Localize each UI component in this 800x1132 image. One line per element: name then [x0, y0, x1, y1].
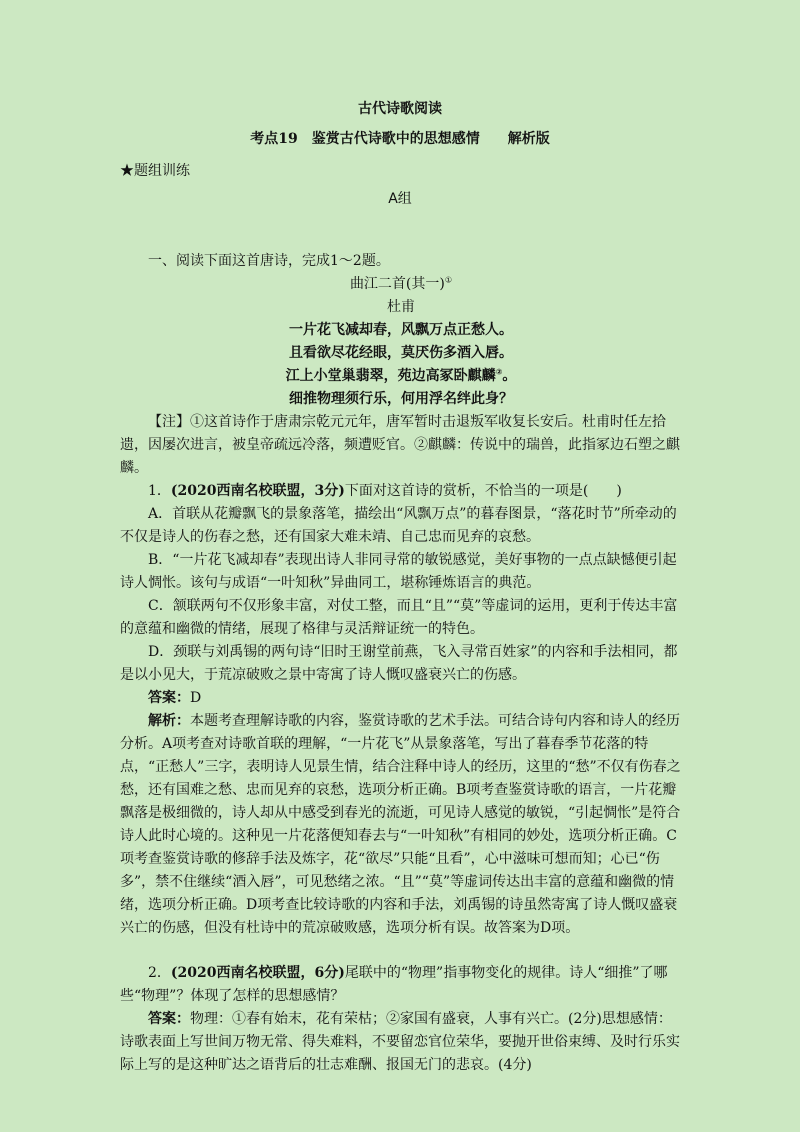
option-b: B．“一片花飞减却春”表现出诗人非同寻常的敏锐感觉，美好事物的一点点缺憾便引起诗人惆怅。该句与成语“一叶知秋”异曲同工，堪称锤炼语言的典范。	[120, 552, 677, 591]
question-2-answer: 答案：物理：①春有始末，花有荣枯；②家国有盛衰，人事有兴亡。(2分)思想感情：诗歌表面上写世间万物无常、得失难料，不要留恋官位荣华，要抛开世俗束缚、及时行乐实际上写的是这种旷达之语背后的壮志难酬、报国无门的悲哀。(4分)	[120, 1011, 680, 1073]
question-1-analysis: 解析：本题考查理解诗歌的内容，鉴赏诗歌的艺术手法。可结合诗句内容和诗人的经历分析。A项考查对诗歌首联的理解，“一片花飞”从景象落笔，写出了暮春季节花落的特点，“正愁人”三字，表明诗人见景生情，结合注释中诗人的经历，这里的“愁”不仅有伤春之愁，还有国难之愁、忠而见弃的哀愁，选项分析正确。B项考查鉴赏诗歌的语言，一片花瓣飘落是极细微的，诗人却从中感受到春光的流逝，可见诗人感觉的敏锐，“引起惆怅”是符合诗人此时心境的。这种见一片花落便知春去与“一叶知秋”有相同的妙处，选项分析正确。C项考查鉴赏诗歌的修辞手法及炼字，花“欲尽”只能“且看”，心中滋味可想而知；心已“伤多”，禁不住继续“酒入唇”，可见愁绪之浓。“且”“莫”等虚词传达出丰富的意蕴和幽微的情绪，选项分析正确。D项考查比较诗歌的内容和手法，刘禹锡的诗虽然寄寓了诗人慨叹盛衰兴亡的伤感，但没有杜诗中的荒凉破败感，选项分析有误。故答案为D项。	[120, 713, 681, 936]
question-1-answer: 答案：D	[148, 690, 202, 706]
poem-title-note: ①	[444, 275, 453, 285]
poem-title: 曲江二首(其一)①	[349, 275, 453, 292]
group-label: A组	[388, 191, 412, 207]
question-1-stem: 1．(2020西南名校联盟，3分)下面对这首诗的赏析，不恰当的一项是( )	[148, 483, 622, 499]
page-title: 古代诗歌阅读	[358, 101, 442, 117]
spacer	[120, 940, 682, 962]
poem-annotation: 【注】①这首诗作于唐肃宗乾元元年，唐军暂时击退叛军收复长安后。杜甫时任左拾遗，因屡次进言，被皇帝疏远冷落，频遭贬官。②麒麟：传说中的瑞兽，此指冢边石塑之麒麟。	[120, 414, 680, 476]
option-d: D．颈联与刘禹锡的两句诗“旧时王谢堂前燕，飞入寻常百姓家”的内容和手法相同，都是以小见大，于荒凉破败之景中寄寓了诗人慨叹盛衰兴亡的伤感。	[120, 644, 678, 683]
page-subtitle: 考点19 鉴赏古代诗歌中的思想感情 解析版	[250, 131, 550, 147]
question-1-source: (2020西南名校联盟，3分)	[170, 483, 345, 499]
question-intro: 一、阅读下面这首唐诗，完成1～2题。	[148, 253, 390, 269]
question-2-source: (2020西南名校联盟，6分)	[170, 965, 345, 981]
poem-line-3: 江上小堂巢翡翠，苑边高冢卧麒麟②。	[285, 367, 517, 384]
document-body	[120, 250, 682, 1077]
poem-line-1: 一片花飞减却春，风飘万点正愁人。	[289, 322, 513, 338]
option-a: A．首联从花瓣飘飞的景象落笔，描绘出“风飘万点”的暮春图景，“落花时节”所牵动的不仅是诗人的伤春之愁，还有国家大难未靖、自己忠而见弃的哀愁。	[120, 506, 677, 545]
poem-line-3-note: ②	[495, 367, 503, 377]
question-2-stem: 2．(2020西南名校联盟，6分)尾联中的“物理”指事物变化的规律。诗人“细推”了哪些“物理”？体现了怎样的思想感情？	[120, 965, 668, 1004]
section-label: ★题组训练	[120, 163, 190, 179]
poem-line-2: 且看欲尽花经眼，莫厌伤多酒入唇。	[289, 345, 513, 361]
poem-line-4: 细推物理须行乐，何用浮名绊此身？	[289, 391, 513, 407]
option-c: C．颔联两句不仅形象丰富，对仗工整，而且“且”“莫”等虚词的运用，更利于传达丰富的意蕴和幽微的情绪，展现了格律与灵活辩证统一的特色。	[120, 598, 678, 637]
poem-author: 杜甫	[387, 299, 415, 315]
